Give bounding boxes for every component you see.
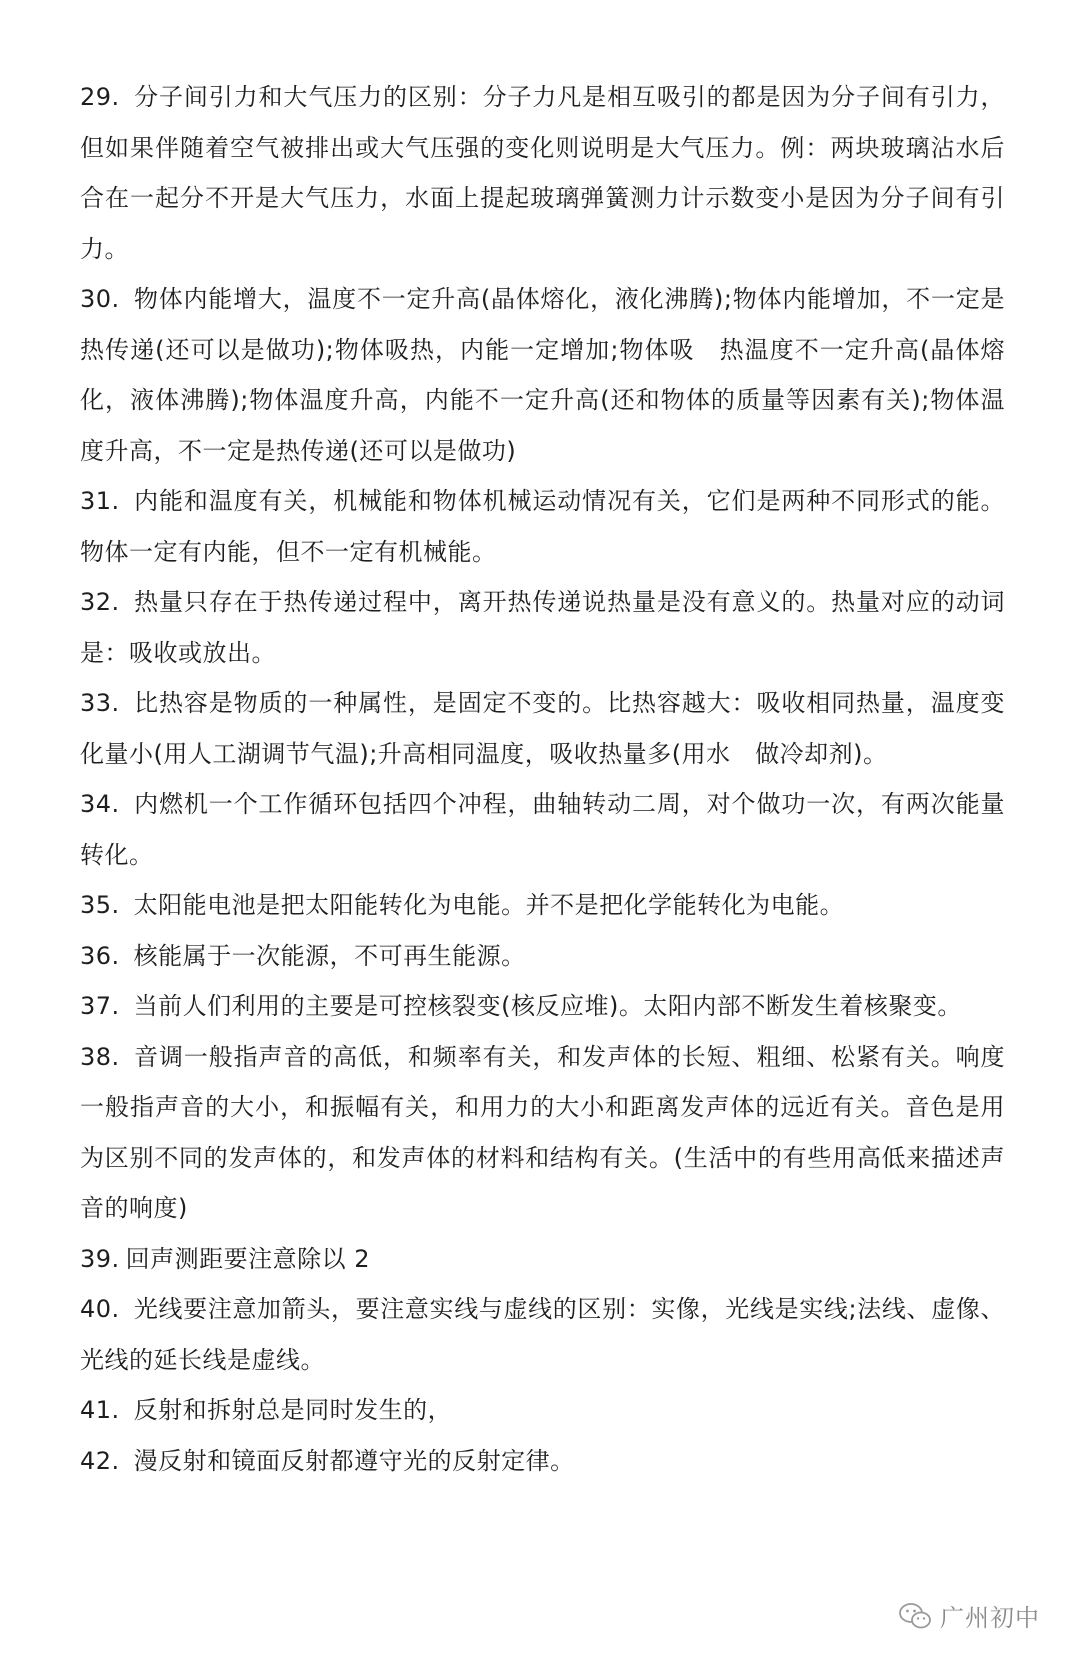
list-item xyxy=(80,1436,1005,1487)
list-item xyxy=(80,476,1005,577)
item-number: 31. xyxy=(80,487,120,515)
item-text: 核能属于一次能源，不可再生能源。 xyxy=(133,941,526,970)
item-number: 29. xyxy=(80,83,120,111)
list-item xyxy=(80,1234,1005,1285)
item-number: 39. xyxy=(80,1244,120,1273)
item-number: 36. xyxy=(80,941,120,970)
item-text: 光线要注意加箭头，要注意实线与虚线的区别：实像，光线是实线;法线、虚像、光线的延长线是虚线。 xyxy=(80,1295,1005,1374)
item-text: 当前人们利用的主要是可控核裂变(核反应堆)。太阳内部不断发生着核聚变。 xyxy=(133,992,962,1020)
item-text: 内燃机一个工作循环包括四个冲程，曲轴转动二周，对个做功一次，有两次能量转化。 xyxy=(80,790,1005,869)
list-item xyxy=(80,779,1005,880)
document-body xyxy=(80,72,1005,1486)
list-item xyxy=(80,1032,1005,1234)
item-text: 内能和温度有关，机械能和物体机械运动情况有关，它们是两种不同形式的能。物体一定有内能，但不一定有机械能。 xyxy=(80,487,1005,566)
item-text: 比热容是物质的一种属性，是固定不变的。比热容越大：吸收相同热量，温度变化量小(用人工湖调节气温);升高相同温度，吸收热量多(用水 做冷却剂)。 xyxy=(80,689,1005,768)
list-item xyxy=(80,981,1005,1032)
item-text: 回声测距要注意除以 2 xyxy=(125,1244,371,1273)
item-text: 分子间引力和大气压力的区别：分子力凡是相互吸引的都是因为分子间有引力，但如果伴随着空气被排出或大气压强的变化则说明是大气压力。例：两块玻璃沾水后合在一起分不开是大气压力，水面上提起玻璃弹簧测力计示数变小是因为分子间有引力。 xyxy=(80,83,1005,263)
wechat-icon xyxy=(898,1602,932,1630)
item-text: 太阳能电池是把太阳能转化为电能。并不是把化学能转化为电能。 xyxy=(133,891,845,919)
list-item xyxy=(80,678,1005,779)
list-item xyxy=(80,931,1005,982)
item-text: 漫反射和镜面反射都遵守光的反射定律。 xyxy=(133,1446,575,1475)
list-item xyxy=(80,274,1005,476)
item-number: 35. xyxy=(80,891,120,919)
item-text: 热量只存在于热传递过程中，离开热传递说热量是没有意义的。热量对应的动词是：吸收或放出。 xyxy=(80,588,1005,667)
list-item xyxy=(80,1385,1005,1436)
item-number: 40. xyxy=(80,1295,120,1323)
item-number: 42. xyxy=(80,1446,120,1475)
item-number: 37. xyxy=(80,992,120,1020)
item-text: 音调一般指声音的高低，和频率有关，和发声体的长短、粗细、松紧有关。响度一般指声音的大小，和振幅有关，和用力的大小和距离发声体的远近有关。音色是用为区别不同的发声体的，和发声体的材料和结构有关。(生活中的有些用高低来描述声音的响度) xyxy=(80,1042,1005,1222)
watermark-text: 广州初中 xyxy=(940,1604,1040,1632)
item-text: 反射和拆射总是同时发生的， xyxy=(133,1396,453,1424)
item-number: 30. xyxy=(80,285,120,313)
item-number: 32. xyxy=(80,588,120,616)
list-item xyxy=(80,880,1005,931)
item-number: 33. xyxy=(80,689,120,717)
list-item xyxy=(80,1284,1005,1385)
list-item xyxy=(80,577,1005,678)
item-number: 41. xyxy=(80,1396,120,1424)
item-number: 38. xyxy=(80,1042,120,1071)
item-number: 34. xyxy=(80,790,120,818)
list-item xyxy=(80,72,1005,274)
watermark xyxy=(898,1598,1040,1633)
item-text: 物体内能增大，温度不一定升高(晶体熔化，液化沸腾);物体内能增加，不一定是热传递(还可以是做功);物体吸热，内能一定增加;物体吸 热温度不一定升高(晶体熔化，液体沸腾);物体温度升高，内能不一定升高(还和物体的质量等因素有关);物体温度升高，不一定是热传递(还可以是做功) xyxy=(80,285,1005,465)
